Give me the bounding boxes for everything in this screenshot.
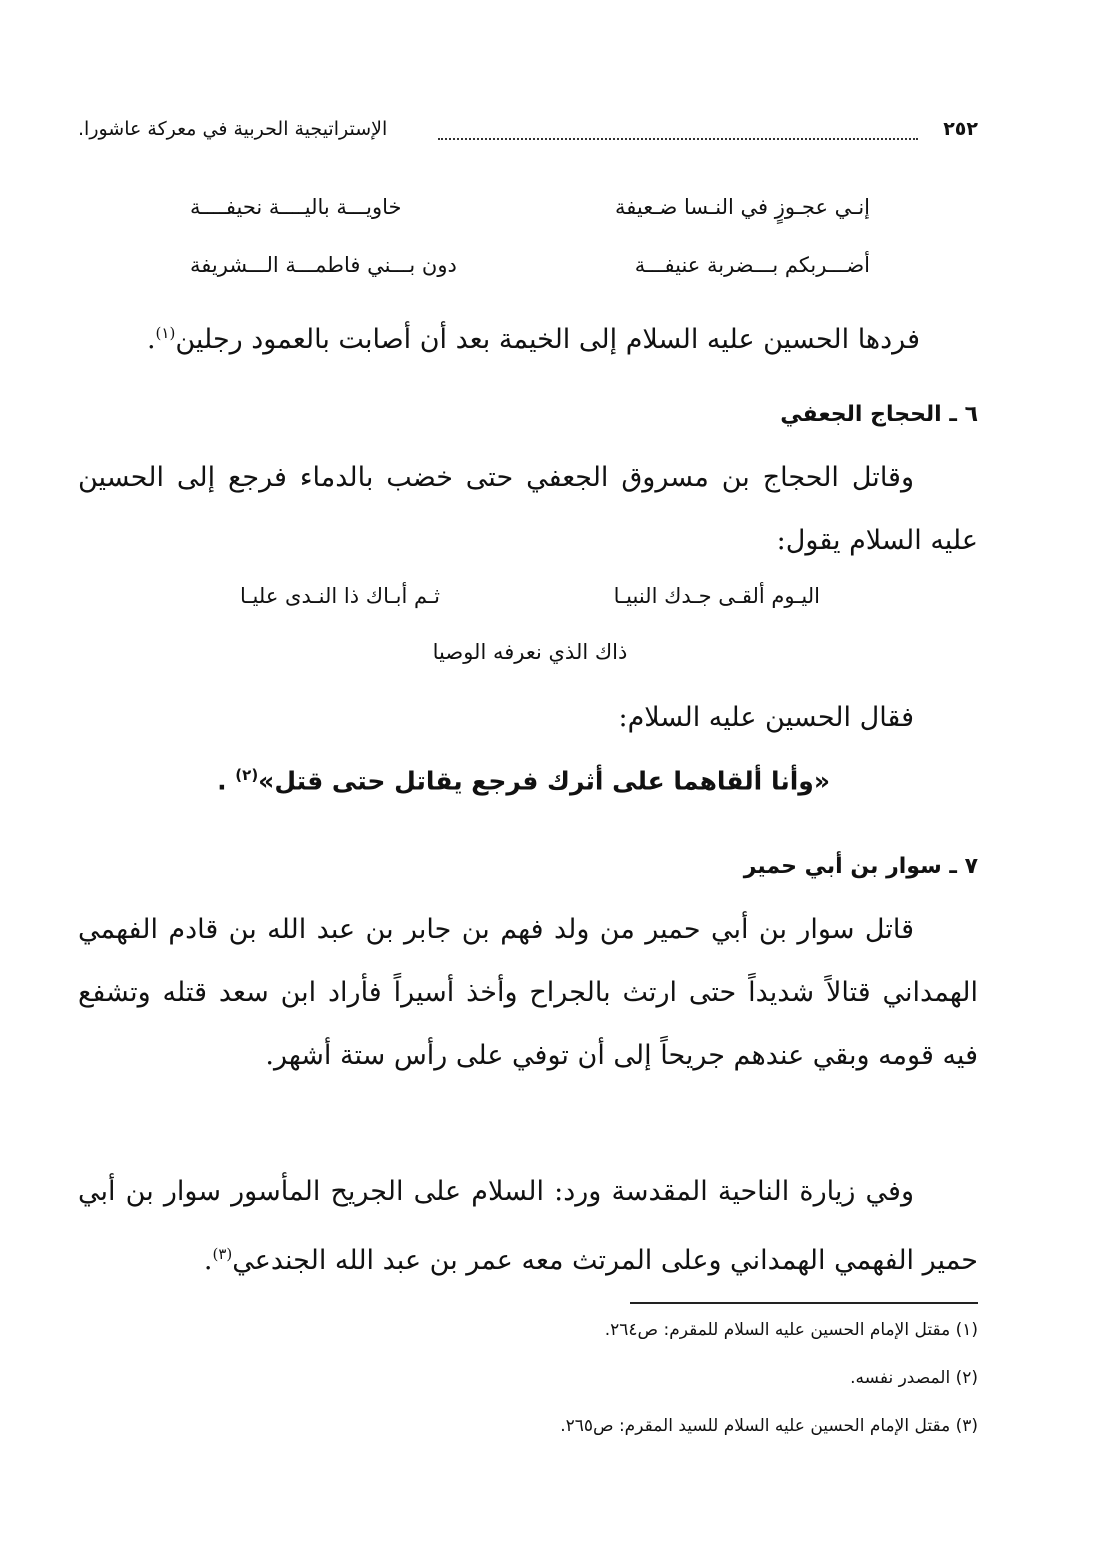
poem-verse xyxy=(190,253,870,293)
paragraph-text: وفي زيارة الناحية المقدسة ورد: السلام على الجريح المأسور سوار بن أبي حمير الفهمي الهمداني وعلى المرتث معه عمر بن عبد الله الجندعي xyxy=(78,1176,978,1276)
poem-verse xyxy=(190,195,870,235)
paragraph: فقال الحسين عليه السلام: xyxy=(618,702,914,733)
footnote-separator xyxy=(630,1302,978,1304)
footnote-marker: (٢) xyxy=(235,766,259,784)
verse-first-hemistich: اليـوم ألقـى جـدك النبيـا xyxy=(613,584,820,608)
poem-verse xyxy=(240,584,820,624)
page-number: ٢٥٢ xyxy=(943,118,978,140)
poem-verse xyxy=(240,640,820,680)
quote-text: «وأنا ألقاهما على أثرك فرجع يقاتل حتى قتل» xyxy=(258,766,830,796)
quote: «وأنا ألقاهما على أثرك فرجع يقاتل حتى قتل»$^{(٢)}$ . xyxy=(217,766,830,796)
verse-first-hemistich: أضـــربكم بـــضربة عنيفـــة xyxy=(634,253,870,277)
section-heading: ٧ ـ سوار بن أبي حمير xyxy=(743,854,978,879)
verse-second-hemistich: خاويـــة باليــــة نحيفــــة xyxy=(190,195,402,219)
header-leader-dots xyxy=(438,138,918,140)
paragraph-text: فردها الحسين عليه السلام إلى الخيمة بعد أن أصابت بالعمود رجلين xyxy=(175,324,920,355)
section-heading: ٦ ـ الحجاج الجعفي xyxy=(780,402,978,427)
running-header xyxy=(78,114,978,150)
paragraph: فردها الحسين عليه السلام إلى الخيمة بعد أن أصابت بالعمود رجلين$^{(١)}$. xyxy=(146,324,920,355)
footnote-marker: (١) xyxy=(155,324,176,342)
footnote: (٣) مقتل الإمام الحسين عليه السلام للسيد المقرم: ص٢٦٥. xyxy=(560,1416,978,1436)
verse-first-hemistich: إنـي عجـوزٍ في النـسا ضـعيفة xyxy=(615,195,870,219)
verse-second-hemistich: دون بـــني فاطمـــة الـــشريفة xyxy=(190,253,457,277)
verse-center: ذاك الذي نعرفه الوصيا xyxy=(432,640,628,664)
footnote-marker: (٣) xyxy=(212,1245,233,1263)
footnote: (٢) المصدر نفسه. xyxy=(850,1368,978,1388)
paragraph: قاتل سوار بن أبي حمير من ولد فهم بن جابر بن عبد الله بن قادم الفهمي الهمداني قتالاً شديداً حتى ارتث بالجراح وأخذ أسيراً فأراد ابن سعد قتله وتشفع فيه قومه وبقي عندهم جريحاً إلى أن توفي على رأس ستة أشهر. xyxy=(78,914,978,1071)
header-title: الإستراتيجية الحربية في معركة عاشورا. xyxy=(78,118,388,140)
paragraph: وفي زيارة الناحية المقدسة ورد: السلام على الجريح المأسور سوار بن أبي حمير الفهمي الهمداني وعلى المرتث معه عمر بن عبد الله الجندعي$^{(٣)}$. xyxy=(78,1176,978,1276)
footnote: (١) مقتل الإمام الحسين عليه السلام للمقرم: ص٢٦٤. xyxy=(604,1320,978,1340)
verse-second-hemistich: ثـم أبـاك ذا النـدى عليـا xyxy=(240,584,440,608)
paragraph: وقاتل الحجاج بن مسروق الجعفي حتى خضب بالدماء فرجع إلى الحسين عليه السلام يقول: xyxy=(78,462,978,556)
